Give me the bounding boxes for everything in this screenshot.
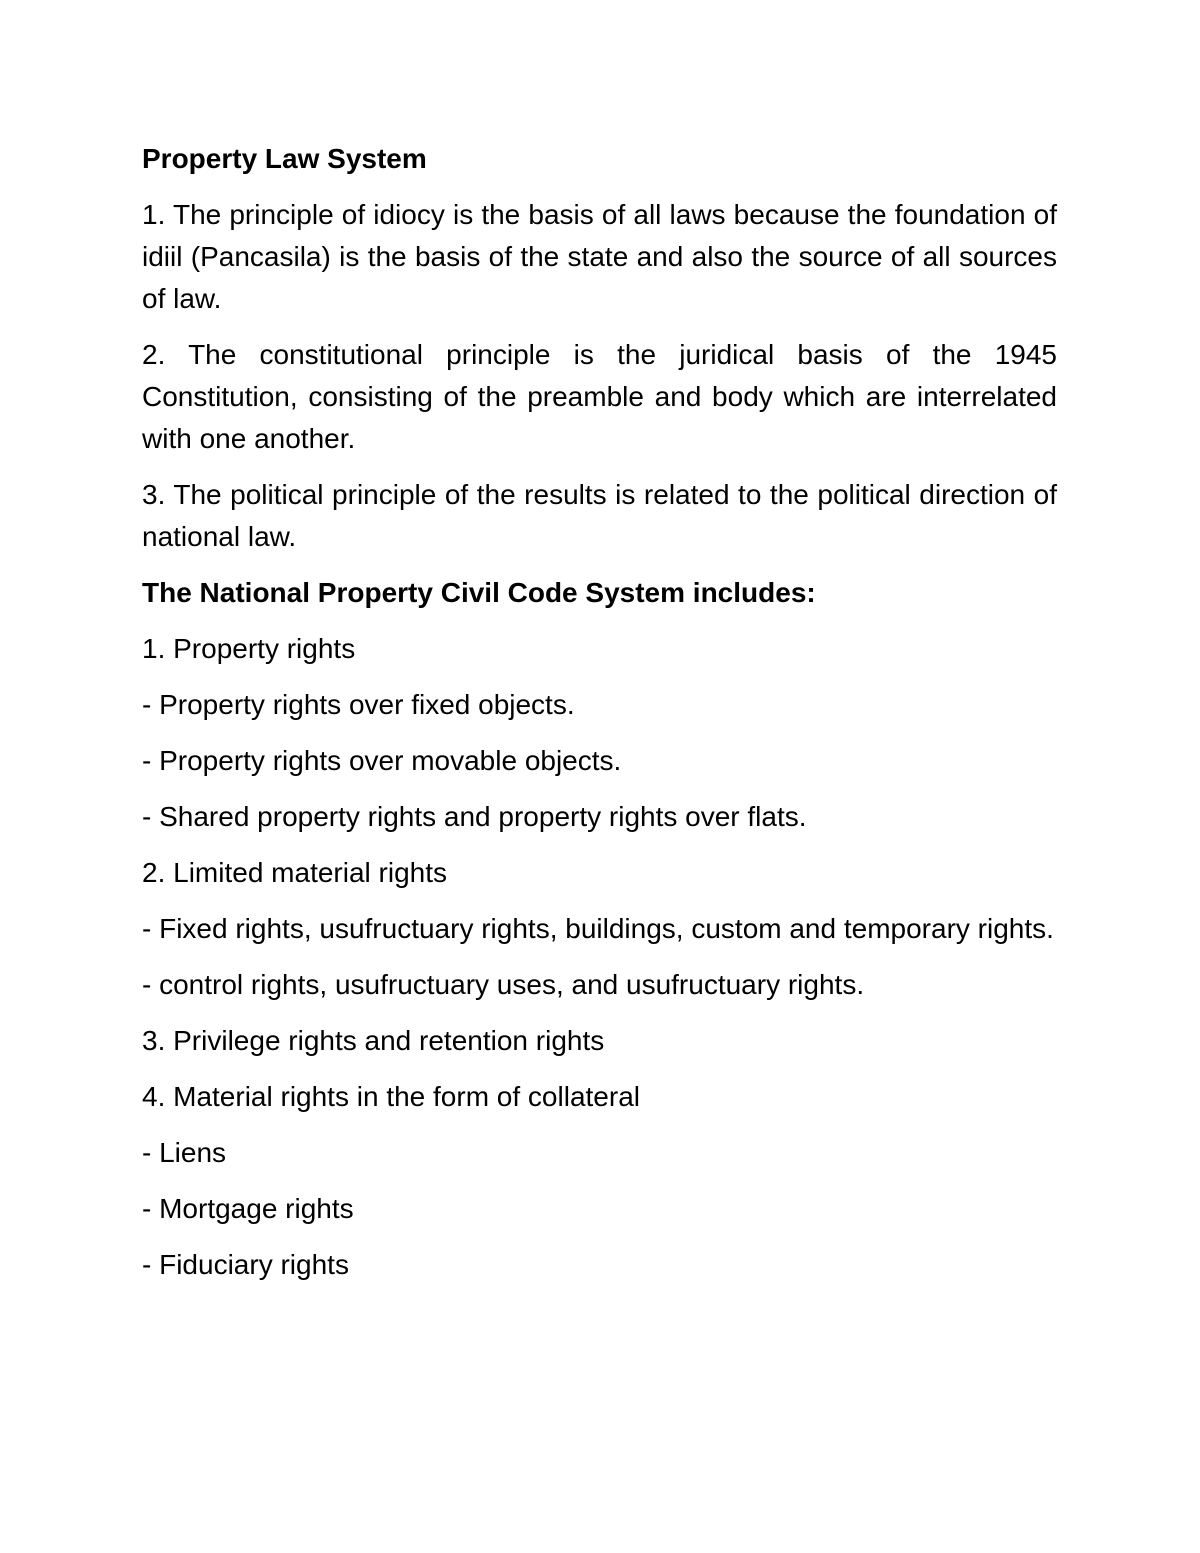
principle-3: 3. The political principle of the results is related to the political direction of national law. [142, 479, 1057, 552]
list-item: 1. Property rights [142, 633, 356, 664]
document-title: Property Law System [142, 143, 427, 174]
list-item: - Mortgage rights [142, 1193, 354, 1224]
list-item: 2. Limited material rights [142, 857, 448, 888]
list-item: 3. Privilege rights and retention rights [142, 1025, 605, 1056]
list-item: 4. Material rights in the form of collateral [142, 1081, 640, 1112]
principle-2: 2. The constitutional principle is the juridical basis of the 1945 Constitution, consisting of the preamble and body which are interrelated with one another. [142, 339, 1057, 454]
document-page [142, 138, 1057, 1286]
principle-1: 1. The principle of idiocy is the basis of all laws because the foundation of idiil (Pancasila) is the basis of the state and also the source of all sources of law. [142, 199, 1057, 314]
list-item: - Liens [142, 1137, 227, 1168]
list-item: - Fiduciary rights [142, 1249, 349, 1280]
section-heading: The National Property Civil Code System includes: [142, 577, 816, 608]
list-item: - control rights, usufructuary uses, and usufructuary rights. [142, 969, 865, 1000]
list-item: - Fixed rights, usufructuary rights, buildings, custom and temporary rights. [142, 913, 1054, 944]
list-item: - Property rights over movable objects. [142, 745, 622, 776]
list-item: - Shared property rights and property rights over flats. [142, 801, 807, 832]
list-item: - Property rights over fixed objects. [142, 689, 575, 720]
